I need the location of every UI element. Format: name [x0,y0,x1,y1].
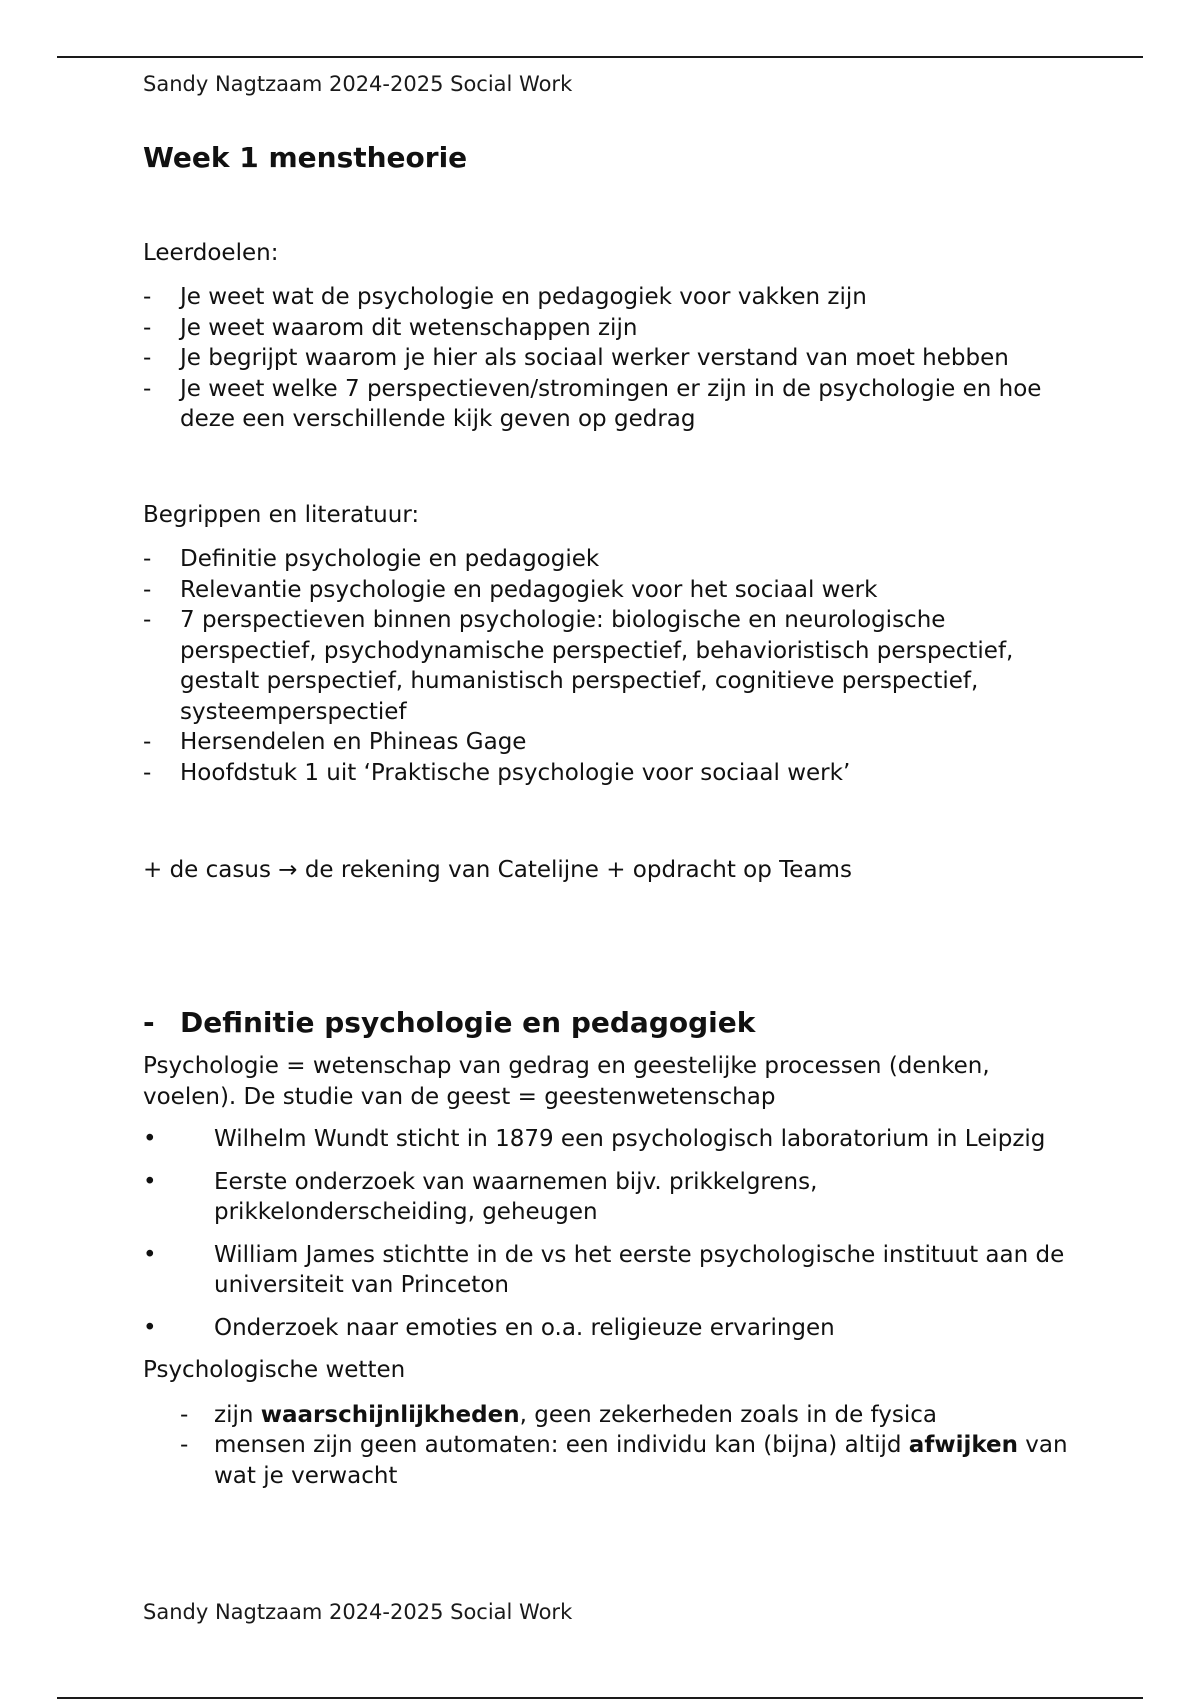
casus-note: + de casus → de rekening van Catelijne + opdracht op Teams [143,857,852,883]
running-footer: Sandy Nagtzaam 2024-2025 Social Work [143,1600,573,1624]
dash-marker: - [143,576,152,603]
leerdoelen-label: Leerdoelen: [143,240,279,266]
bullet-item: • William James stichtte in de vs het eerste psychologische instituut aan de universiteit van Princeton [143,1241,1065,1298]
dash-marker: - [143,345,152,371]
list-item: - Je weet welke 7 perspectieven/stromingen er zijn in de psychologie en hoe deze een verschillende kijk geven op gedrag [143,375,1042,432]
bullet-marker: • [143,1126,157,1152]
list-item: - Relevantie psychologie en pedagogiek voor het sociaal werk [143,575,1083,606]
list-item: - Je weet waarom dit wetenschappen zijn [143,313,1083,344]
definition-paragraph: Psychologie = wetenschap van gedrag en geestelijke processen (denken, voelen). De studie van de geest = geestenwetenschap [143,1053,990,1110]
bullet-item: • Eerste onderzoek van waarnemen bijv. prikkelgrens, prikkelonderscheiding, geheugen [143,1168,818,1225]
dash-marker: - [143,314,152,341]
bullet-marker: • [143,1314,157,1341]
list-item: - Je weet wat de psychologie en pedagogiek voor vakken zijn [143,282,1083,313]
laws-list [143,1400,1083,1492]
begrippen-section [143,500,1083,788]
document-title: Week 1 menstheorie [143,141,468,174]
begrippen-list [143,544,1083,788]
bullet-marker: • [143,1241,157,1268]
dash-marker: - [143,284,152,310]
leerdoelen-list [143,282,1083,435]
section-heading: - Definitie psychologie en pedagogiek [143,1006,756,1039]
bullet-marker: • [143,1168,157,1195]
laws-label: Psychologische wetten [143,1357,406,1383]
list-item: - zijn waarschijnlijkheden, geen zekerheden zoals in de fysica [143,1400,1083,1431]
list-item: - Hoofdstuk 1 uit ‘Praktische psychologie voor sociaal werk’ [143,758,1083,789]
bullet-item: • Onderzoek naar emoties en o.a. religieuze ervaringen [143,1313,1083,1344]
dash-marker: - [143,375,152,402]
list-item: - Definitie psychologie en pedagogiek [143,544,1083,575]
leerdoelen-section [143,238,1083,435]
dash-marker: - [143,729,152,755]
dash-marker: - [143,759,152,786]
dash-marker: - [143,1006,155,1039]
list-item: - Je begrijpt waarom je hier als sociaal werker verstand van moet hebben [143,343,1083,374]
running-header: Sandy Nagtzaam 2024-2025 Social Work [143,72,573,96]
dash-marker: - [143,546,152,572]
list-item: - mensen zijn geen automaten: een individu kan (bijna) altijd afwijken van wat je verwacht [180,1432,1068,1489]
dash-marker: - [180,1432,189,1458]
list-item: - Hersendelen en Phineas Gage [143,727,1083,758]
bottom-rule [57,1697,1143,1699]
dash-marker: - [180,1401,189,1428]
dash-marker: - [143,607,152,633]
bullet-item: • Wilhelm Wundt sticht in 1879 een psychologisch laboratorium in Leipzig [143,1124,1083,1155]
top-rule [57,56,1143,58]
page-content [143,70,1083,1489]
definitie-section [143,1005,1083,1491]
begrippen-label: Begrippen en literatuur: [143,502,420,528]
list-item: - 7 perspectieven binnen psychologie: biologische en neurologische perspectief, psychodynamische perspectief, behavioristisch perspectief, gestalt perspectief, humanistisch perspectief, cognitieve perspectief, systeemperspectief [143,607,1014,725]
